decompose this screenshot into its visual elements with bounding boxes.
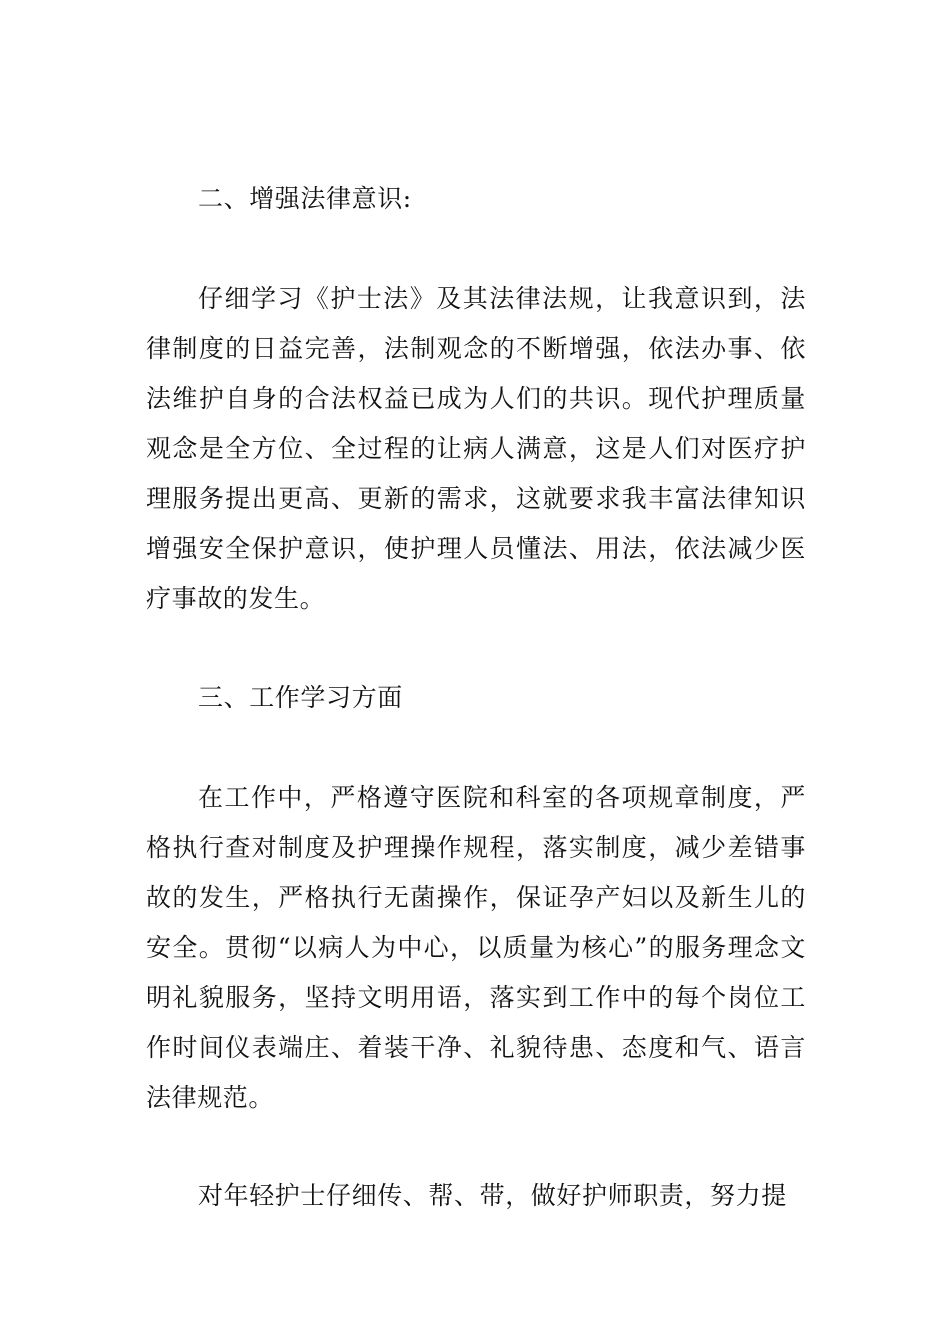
paragraph-mentoring: 对年轻护士仔细传、帮、带，做好护师职责，努力提 [198, 1181, 787, 1210]
section-heading-work-study: 三、工作学习方面 [198, 683, 403, 712]
paragraph-work-rules: 在工作中，严格遵守医院和科室的各项规章制度，严格执行查对制度及护理操作规程，落实制度，减少差错事故的发生，严格执行无菌操作，保证孕产妇以及新生儿的安全。贯彻“以病人为中心，以质量为核心”的服务理念文明礼貌服务，坚持文明用语，落实到工作中的每个岗位工作时间仪表端庄、着装干净、礼貌待患、态度和气、语言法律规范。 [146, 783, 806, 1112]
section-heading-legal-awareness: 二、增强法律意识: [198, 184, 412, 213]
paragraph-legal-awareness: 仔细学习《护士法》及其法律法规，让我意识到，法律制度的日益完善，法制观念的不断增强，依法办事、依法维护自身的合法权益已成为人们的共识。现代护理质量观念是全方位、全过程的让病人满意，这是人们对医疗护理服务提出更高、更新的需求，这就要求我丰富法律知识增强安全保护意识，使护理人员懂法、用法，依法减少医疗事故的发生。 [146, 284, 806, 613]
